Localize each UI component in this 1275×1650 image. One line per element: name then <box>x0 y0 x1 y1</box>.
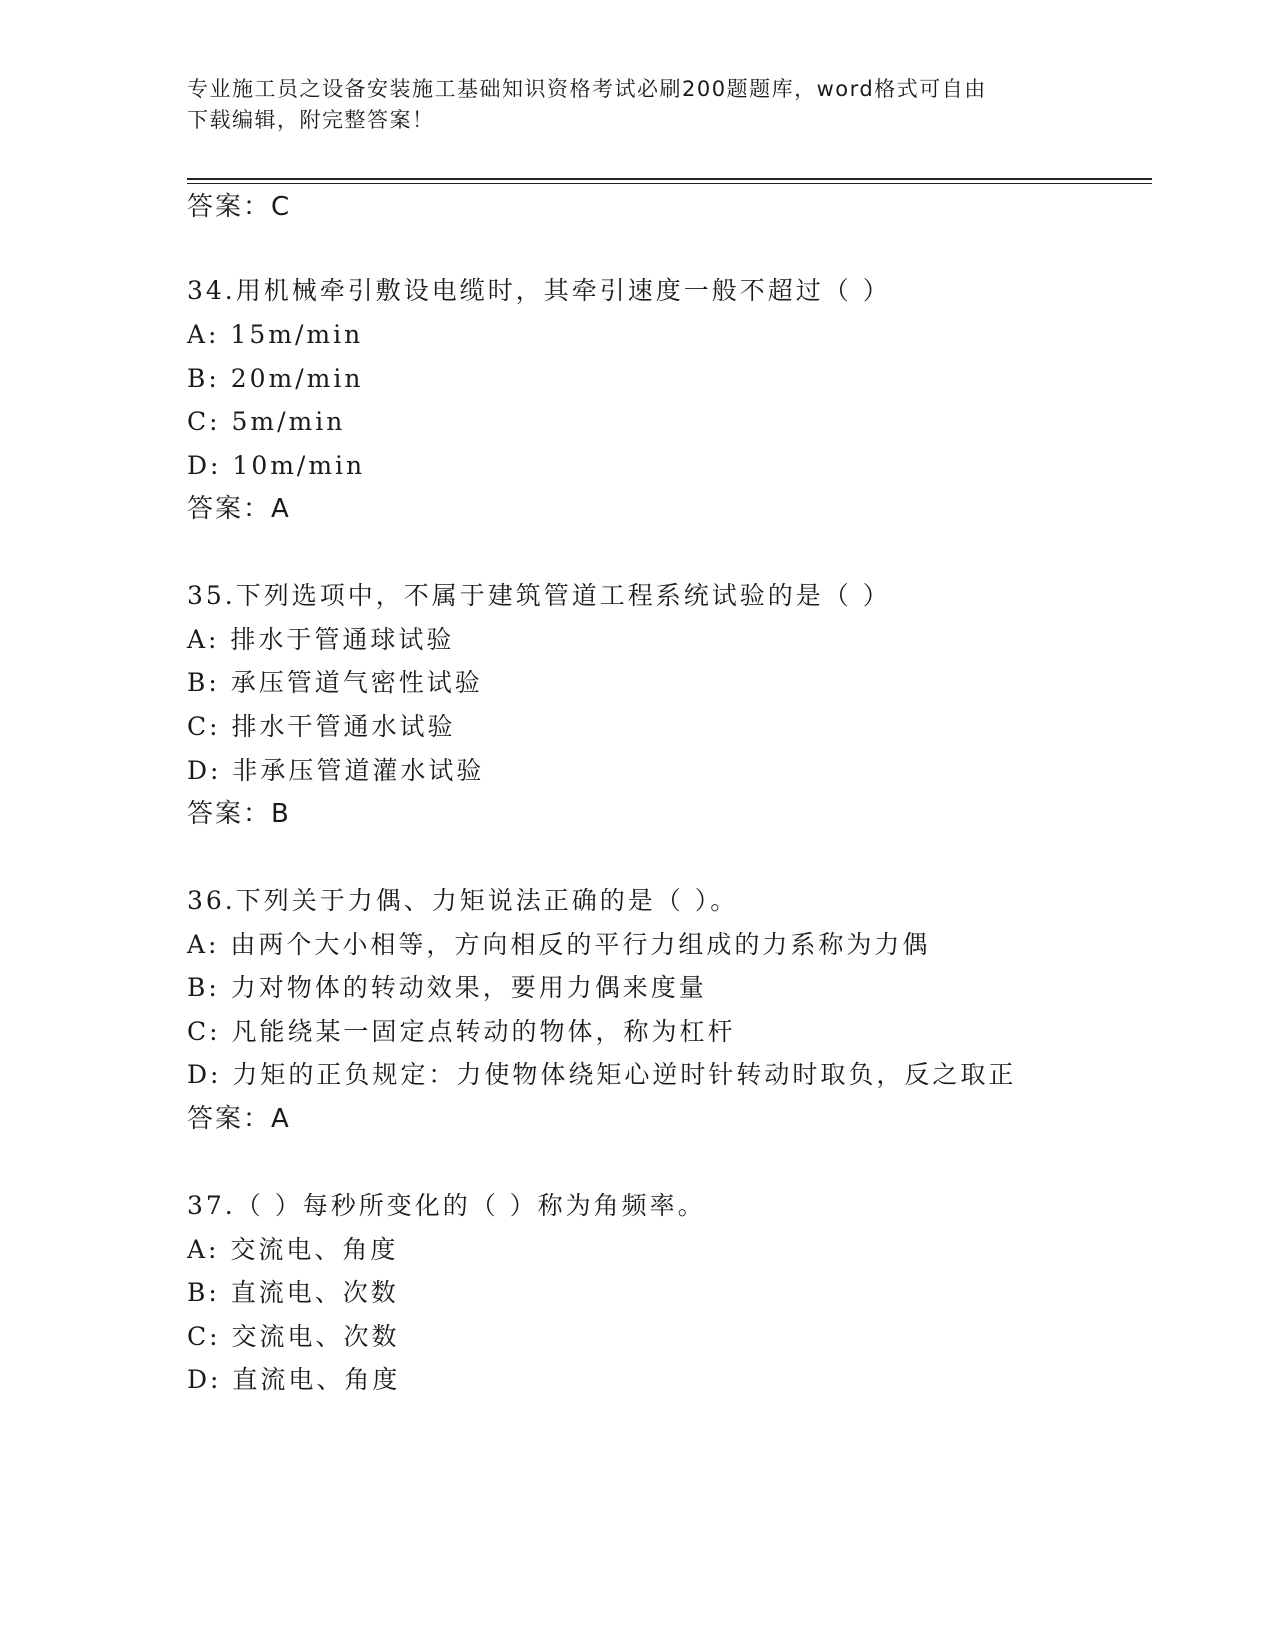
question-35-option-b: B: 承压管道气密性试验 <box>187 668 483 697</box>
header-divider-thin <box>187 183 1152 184</box>
question-36-stem: 36.下列关于力偶、力矩说法正确的是（ ）。 <box>187 886 739 915</box>
question-36-option-d: D: 力矩的正负规定：力使物体绕矩心逆时针转动时取负，反之取正 <box>187 1060 1017 1089</box>
question-37-option-a: A: 交流电、角度 <box>187 1235 399 1264</box>
answer-35: 答案：B <box>187 799 291 829</box>
answer-36: 答案：A <box>187 1104 291 1134</box>
answer-33: 答案：C <box>187 192 292 222</box>
question-37-option-c: C: 交流电、次数 <box>187 1322 400 1351</box>
question-34-option-c: C: 5m/min <box>187 407 346 436</box>
question-35-option-c: C: 排水干管通水试验 <box>187 712 456 741</box>
question-36-option-c: C: 凡能绕某一固定点转动的物体，称为杠杆 <box>187 1017 736 1046</box>
answer-34: 答案：A <box>187 494 291 524</box>
question-34-stem: 34.用机械牵引敷设电缆时，其牵引速度一般不超过（ ） <box>187 276 891 305</box>
question-35-option-d: D: 非承压管道灌水试验 <box>187 756 485 785</box>
question-35-stem: 35.下列选项中，不属于建筑管道工程系统试验的是（ ） <box>187 581 891 610</box>
header-title-line-2: 下载编辑，附完整答案！ <box>187 108 435 132</box>
question-37-option-d: D: 直流电、角度 <box>187 1365 401 1394</box>
question-34-option-d: D: 10m/min <box>187 451 366 480</box>
question-34-option-a: A: 15m/min <box>187 320 364 349</box>
question-34-option-b: B: 20m/min <box>187 364 364 393</box>
question-35-option-a: A: 排水于管通球试验 <box>187 625 455 654</box>
header-divider-thick <box>187 178 1152 180</box>
question-36-option-b: B: 力对物体的转动效果，要用力偶来度量 <box>187 973 707 1002</box>
question-37-stem: 37.（ ）每秒所变化的（ ）称为角频率。 <box>187 1191 706 1220</box>
question-37-option-b: B: 直流电、次数 <box>187 1278 399 1307</box>
header-title-line-1: 专业施工员之设备安装施工基础知识资格考试必刷200题题库，word格式可自由 <box>187 77 987 101</box>
question-36-option-a: A: 由两个大小相等，方向相反的平行力组成的力系称为力偶 <box>187 930 931 959</box>
document-header <box>187 74 1087 136</box>
